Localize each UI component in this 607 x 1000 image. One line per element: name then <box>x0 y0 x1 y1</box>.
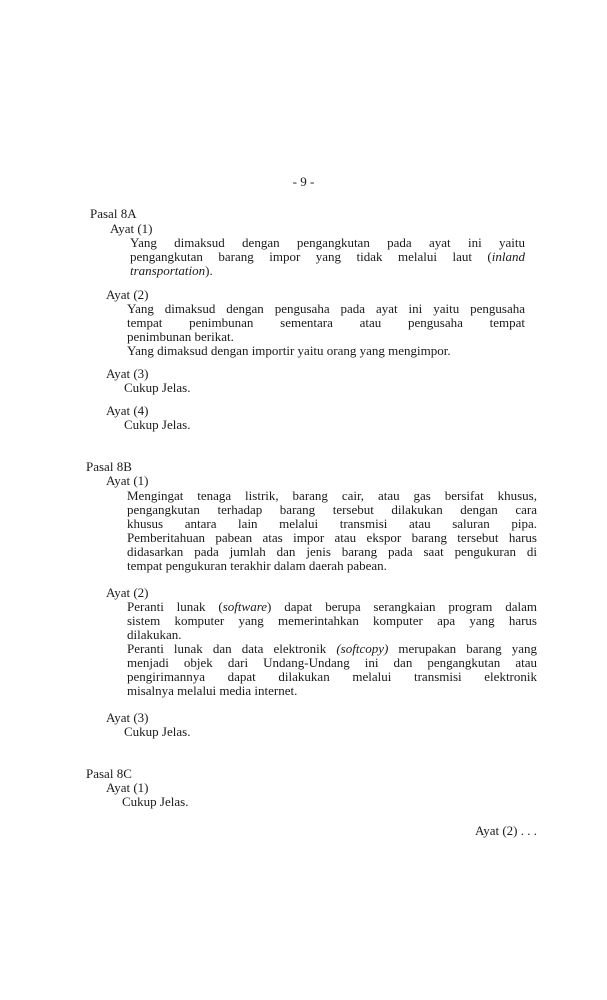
text-segment: Yang dimaksud dengan pengusaha pada ayat ini yaitu pengusaha <box>127 301 525 316</box>
text-segment: sistem komputer yang memerintahkan komputer apa yang harus <box>127 613 537 628</box>
text-segment: menjadi objek dari Undang-Undang ini dan pengangkutan atau <box>127 655 537 670</box>
text-segment: pengangkutan terhadap barang tersebut dilakukan dengan cara <box>127 502 537 517</box>
text-segment: Cukup Jelas. <box>122 794 189 809</box>
text-segment: ) dapat berupa serangkaian program dalam <box>267 599 537 614</box>
text-segment: merupakan barang yang <box>388 641 537 656</box>
text-segment: dilakukan. <box>127 627 182 642</box>
continuation-marker: Ayat (2) . . . <box>475 823 537 838</box>
text-segment: Peranti lunak dan data elektronik <box>127 641 337 656</box>
paragraph-line <box>130 236 525 250</box>
paragraph-line <box>127 670 537 684</box>
paragraph-line <box>127 600 537 614</box>
text-segment: Cukup Jelas. <box>124 417 191 432</box>
section-heading: Pasal 8B <box>86 459 132 474</box>
italic-term: (softcopy) <box>336 641 389 656</box>
paragraph-line <box>124 381 190 395</box>
paragraph-line <box>122 795 188 809</box>
paragraph-line <box>127 545 537 559</box>
text-segment: Cukup Jelas. <box>124 380 191 395</box>
paragraph-line <box>124 418 190 432</box>
paragraph-line <box>130 264 213 278</box>
text-segment: Mengingat tenaga listrik, barang cair, atau gas bersifat khusus, <box>127 488 537 503</box>
text-segment: misalnya melalui media internet. <box>127 683 298 698</box>
paragraph-line <box>127 503 537 517</box>
text-segment: Yang dimaksud dengan importir yaitu orang yang mengimpor. <box>127 343 451 358</box>
italic-term: transportation <box>130 263 206 278</box>
text-segment: penimbunan berikat. <box>127 329 234 344</box>
section-heading: Pasal 8A <box>90 206 137 221</box>
paragraph-line <box>127 614 537 628</box>
ayat-label: Ayat (2) <box>106 287 149 302</box>
ayat-label: Ayat (2) <box>106 585 149 600</box>
ayat-label: Ayat (1) <box>106 780 149 795</box>
text-segment: Cukup Jelas. <box>124 724 191 739</box>
paragraph-line <box>127 517 537 531</box>
paragraph-line <box>127 316 525 330</box>
text-segment: Yang dimaksud dengan pengangkutan pada ayat ini yaitu <box>130 235 525 250</box>
paragraph-line <box>127 344 451 358</box>
text-segment: Peranti lunak ( <box>127 599 223 614</box>
paragraph-line <box>127 302 525 316</box>
ayat-label: Ayat (1) <box>106 473 149 488</box>
paragraph-line <box>127 642 537 656</box>
paragraph-line <box>127 489 537 503</box>
text-segment: khusus antara lain melalui transmisi atau saluran pipa. <box>127 516 537 531</box>
paragraph-line <box>127 656 537 670</box>
text-segment: pengirimannya dapat dilakukan melalui transmisi elektronik <box>127 669 537 684</box>
text-segment: pengangkutan barang impor yang tidak melalui laut ( <box>130 249 492 264</box>
text-segment: ). <box>205 263 213 278</box>
page-number: - 9 - <box>292 174 315 189</box>
ayat-label: Ayat (3) <box>106 710 149 725</box>
paragraph-line <box>130 250 525 264</box>
ayat-label: Ayat (4) <box>106 403 149 418</box>
section-heading: Pasal 8C <box>86 766 132 781</box>
paragraph-line <box>127 531 537 545</box>
text-segment: tempat pengukuran terakhir dalam daerah pabean. <box>127 558 387 573</box>
ayat-label: Ayat (1) <box>110 221 153 236</box>
paragraph-line <box>127 559 387 573</box>
text-segment: tempat penimbunan sementara atau pengusaha tempat <box>127 315 525 330</box>
paragraph-line <box>124 725 190 739</box>
paragraph-line <box>127 330 234 344</box>
paragraph-line <box>127 628 182 642</box>
ayat-label: Ayat (3) <box>106 366 149 381</box>
text-segment: didasarkan pada jumlah dan jenis barang pada saat pengukuran di <box>127 544 537 559</box>
paragraph-line <box>127 684 297 698</box>
italic-term: software <box>222 599 268 614</box>
text-segment: Pemberitahuan pabean atas impor atau ekspor barang tersebut harus <box>127 530 537 545</box>
italic-term: inland <box>491 249 525 264</box>
